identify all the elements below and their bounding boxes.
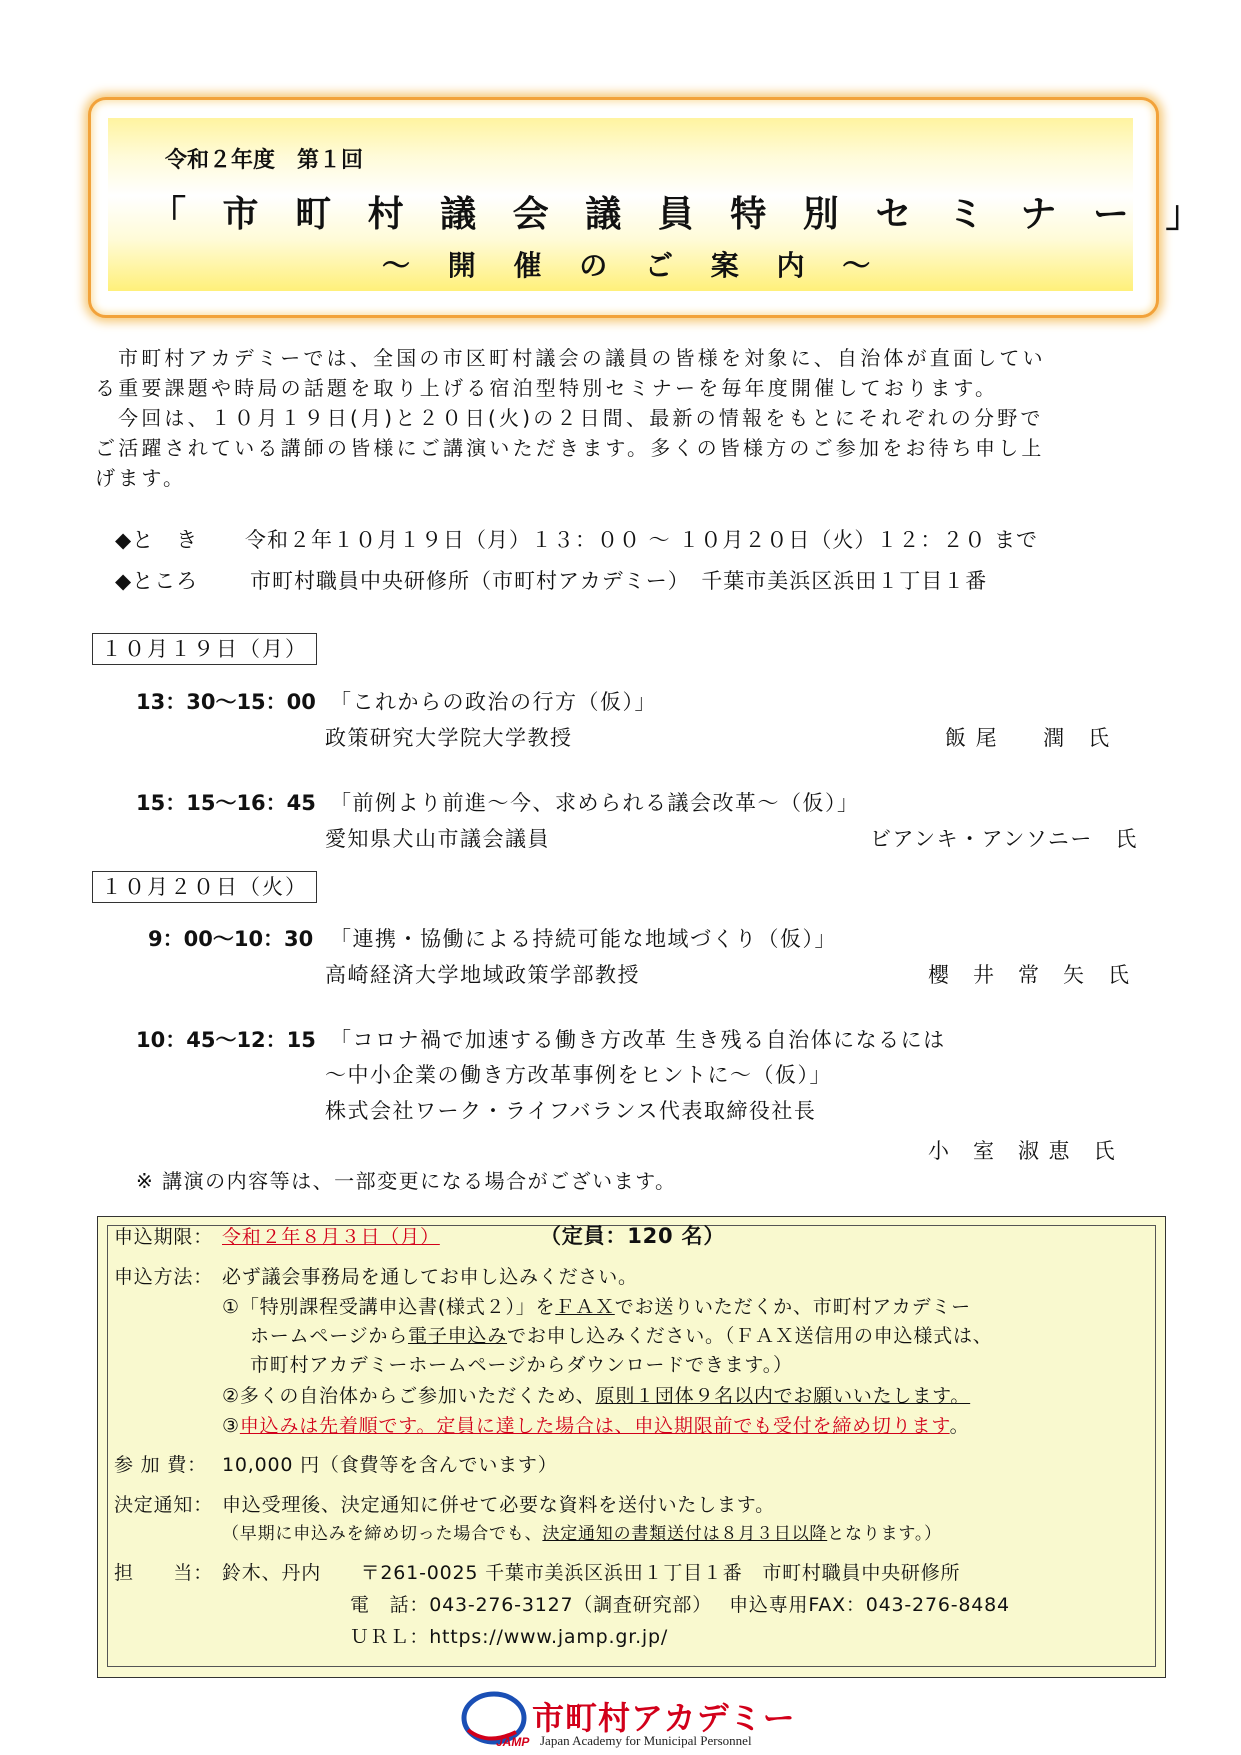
method-line: 必ず議会事務局を通してお申し込みください。 — [222, 1266, 638, 1288]
capacity: （定員：120 名） — [540, 1224, 726, 1248]
intro-line-4: ご活躍されている講師の皆様にご講演いただきます。多くの皆様方のご参加をお待ち申し上 — [95, 436, 1045, 460]
method-1-line-1: ①「特別課程受講申込書(様式２）」をＦＡＸでお送りいただくか、市町村アカデミー — [222, 1296, 971, 1318]
method-3: ③申込みは先着順です。定員に達した場合は、申込期限前でも受付を締め切ります。 — [222, 1415, 970, 1437]
logo-name: 市町村アカデミー — [532, 1699, 796, 1737]
where-label: ◆ところ — [115, 569, 199, 593]
session-speaker: 小 室 淑 恵 氏 — [928, 1139, 1117, 1163]
where-value: 市町村職員中央研修所（市町村アカデミー） 千葉市美浜区浜田１丁目１番 — [250, 569, 988, 593]
notice-sub: （早期に申込みを締め切った場合でも、決定通知の書類送付は８月３日以降となります。） — [222, 1524, 942, 1544]
method-1-line-3: 市町村アカデミーホームページからダウンロードできます。） — [250, 1354, 793, 1376]
page-title: 「 市 町 村 議 会 議 員 特 別 セ ミ ナ ー 」 — [150, 194, 1214, 235]
deadline-label: 申込期限： — [114, 1226, 214, 1248]
session-affiliation: 株式会社ワーク・ライフバランス代表取締役社長 — [325, 1099, 817, 1123]
day1-label: １０月１９日（月） — [92, 633, 317, 665]
when-value: 令和２年１０月１９日（月）１３：００ ～ １０月２０日（火）１２：２０ まで — [245, 528, 1039, 552]
session-title: 「コロナ禍で加速する働き方改革 生き残る自治体になるには — [330, 1028, 946, 1052]
method-label: 申込方法： — [114, 1266, 214, 1288]
method-2: ②多くの自治体からご参加いただくため、原則１団体９名以内でお願いいたします。 — [222, 1385, 971, 1407]
logo-subtitle: Japan Academy for Municipal Personnel — [540, 1733, 752, 1748]
session-time: 15：15～16：45 — [136, 791, 316, 815]
session-affiliation: 政策研究大学院大学教授 — [325, 726, 573, 750]
session-title-line-2: ～中小企業の働き方改革事例をヒントに～（仮）」 — [325, 1063, 832, 1087]
contact-url[interactable]: ＵＲＬ：https://www.jamp.gr.jp/ — [350, 1626, 669, 1648]
session-speaker: 飯 尾 潤 氏 — [945, 726, 1111, 750]
session-title: 「連携・協働による持続可能な地域づくり（仮）」 — [330, 927, 837, 951]
session-affiliation: 愛知県犬山市議会議員 — [325, 827, 550, 851]
session-time: 13：30～15：00 — [136, 690, 316, 714]
fee-label: 参 加 費： — [114, 1454, 207, 1476]
session-time: 10：45～12：15 — [136, 1028, 316, 1052]
when-label: ◆と き — [115, 528, 199, 552]
intro-line-5: げます。 — [95, 466, 187, 490]
intro-line-3: 今回は、１０月１９日(月)と２０日(火)の２日間、最新の情報をもとにそれぞれの分野で — [118, 406, 1044, 430]
header-subtitle: 令和２年度 第１回 — [165, 148, 364, 173]
intro-line-1: 市町村アカデミーでは、全国の市区町村議会の議員の皆様を対象に、自治体が直面してい — [118, 346, 1046, 370]
notice-label: 決定通知： — [114, 1494, 214, 1516]
intro-line-2: る重要課題や時局の話題を取り上げる宿泊型特別セミナーを毎年度開催しております。 — [95, 376, 999, 400]
session-time: 9：00～10：30 — [148, 927, 314, 951]
logo-mark: JAMP — [496, 1735, 530, 1749]
jamp-logo-icon — [458, 1688, 534, 1750]
day2-label: １０月２０日（火） — [92, 871, 317, 903]
session-title: 「前例より前進～今、求められる議会改革～（仮）」 — [330, 791, 860, 815]
deadline-value: 令和２年８月３日（月） — [222, 1226, 440, 1248]
contact-label: 担 当： — [114, 1562, 214, 1584]
method-1-line-2: ホームページから電子申込みでお申し込みください。（ＦＡＸ送信用の申込様式は、 — [250, 1325, 993, 1347]
fee-value: 10,000 円（食費等を含んでいます） — [222, 1454, 558, 1476]
notice-value: 申込受理後、決定通知に併せて必要な資料を送付いたします。 — [222, 1494, 775, 1516]
session-affiliation: 高崎経済大学地域政策学部教授 — [325, 963, 640, 987]
session-speaker: 櫻 井 常 矢 氏 — [928, 963, 1131, 987]
session-speaker: ビアンキ・アンソニー 氏 — [870, 827, 1138, 851]
session-title: 「これからの政治の行方（仮）」 — [330, 690, 657, 714]
change-note: ※ 講演の内容等は、一部変更になる場合がございます。 — [136, 1169, 677, 1193]
header-tagline: ～ 開 催 の ご 案 内 ～ — [382, 249, 885, 282]
contact-tel: 電 話：043-276-3127（調査研究部） 申込専用FAX：043-276-8484 — [350, 1594, 1010, 1616]
contact-value: 鈴木、丹内 〒261-0025 千葉市美浜区浜田１丁目１番 市町村職員中央研修所 — [222, 1562, 961, 1584]
